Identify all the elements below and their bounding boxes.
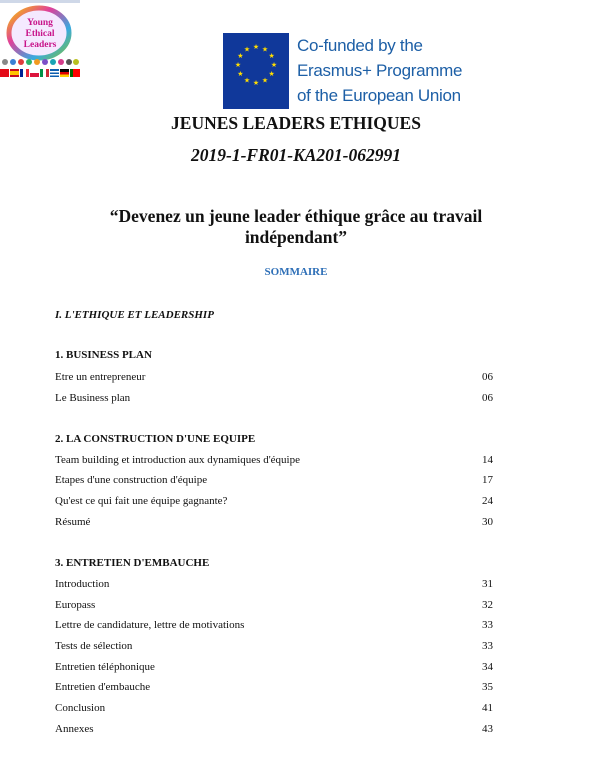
document-subtitle: “Devenez un jeune leader éthique grâce au travail indépendant” [109, 206, 483, 247]
toc-entry-page: 06 [482, 371, 493, 383]
toc-entry[interactable] [55, 723, 493, 737]
toc-entry[interactable] [55, 702, 493, 716]
toc-entry-page: 43 [482, 723, 493, 735]
toc-entry[interactable] [55, 392, 493, 406]
toc-entry-page: 41 [482, 702, 493, 714]
toc-entry-label: Conclusion [55, 702, 106, 714]
svg-text:★: ★ [261, 45, 269, 54]
toc-entry-label: Qu'est ce qui fait une équipe gagnante? [55, 495, 228, 507]
toc-entry-page: 14 [482, 454, 493, 466]
toc-entry[interactable] [55, 474, 493, 488]
toc-entry-page: 35 [482, 681, 493, 693]
toc-entry-label: Entretien d'embauche [55, 681, 151, 693]
toc-entry-label: Team building et introduction aux dynamiques d'équipe [55, 454, 300, 466]
toc-entry-label: Introduction [55, 578, 110, 590]
section-title: 3. ENTRETIEN D'EMBAUCHE [55, 557, 210, 569]
document-title: JEUNES LEADERS ETHIQUES [171, 113, 421, 133]
svg-text:★: ★ [268, 70, 275, 78]
svg-text:★: ★ [252, 43, 260, 51]
toc-entry-label: Le Business plan [55, 392, 131, 404]
toc-entry-label: Annexes [55, 723, 94, 735]
toc-entry-label: Tests de sélection [55, 640, 133, 652]
toc-entry-label: Etre un entrepreneur [55, 371, 146, 383]
toc-entry-label: Lettre de candidature, lettre de motivations [55, 619, 245, 631]
toc-entry-label: Résumé [55, 516, 91, 528]
toc-entry-page: 24 [482, 495, 493, 507]
erasmus-cofunded-logo [223, 33, 463, 109]
toc-entry-page: 31 [482, 578, 493, 590]
svg-text:★: ★ [237, 70, 244, 78]
toc-entry-label: Entretien téléphonique [55, 661, 155, 673]
svg-text:Ethical: Ethical [25, 29, 55, 39]
toc-entry[interactable] [55, 495, 493, 509]
svg-text:★: ★ [252, 79, 260, 87]
svg-text:Young: Young [27, 18, 53, 28]
section-title: 1. BUSINESS PLAN [55, 349, 152, 361]
eu-flag-icon [223, 33, 289, 109]
toc-entry-page: 33 [482, 619, 493, 631]
toc-entry-label: Europass [55, 599, 96, 611]
eu-logo-text: Co-funded by the Erasmus+ Programme of the European Union [297, 36, 463, 105]
toc-entry[interactable] [55, 681, 493, 695]
project-code: 2019-1-FR01-KA201-062991 [191, 145, 401, 165]
toc-entry[interactable] [55, 516, 493, 530]
toc-entry[interactable] [55, 371, 493, 385]
young-ethical-leaders-logo [0, 0, 80, 82]
svg-text:★: ★ [237, 52, 244, 60]
svg-text:★: ★ [270, 61, 278, 69]
svg-text:★: ★ [268, 52, 275, 60]
toc-entry[interactable] [55, 640, 493, 654]
toc-entry[interactable] [55, 599, 493, 613]
toc-entry-page: 17 [482, 474, 493, 486]
toc-entry-page: 30 [482, 516, 493, 528]
toc-entry[interactable] [55, 661, 493, 675]
toc-entry[interactable] [55, 578, 493, 592]
section-title: 2. LA CONSTRUCTION D'UNE EQUIPE [55, 433, 256, 445]
part-title: I. L'ETHIQUE ET LEADERSHIP [55, 309, 214, 321]
svg-text:★: ★ [243, 45, 251, 54]
svg-text:★: ★ [261, 76, 269, 85]
svg-text:Leaders: Leaders [23, 40, 57, 50]
svg-text:★: ★ [234, 61, 242, 69]
toc-entry-page: 34 [482, 661, 493, 673]
table-of-contents-heading: SOMMAIRE [264, 266, 328, 278]
toc-entry-page: 33 [482, 640, 493, 652]
toc-entry-label: Etapes d'une construction d'équipe [55, 474, 208, 486]
toc-entry[interactable] [55, 454, 493, 468]
toc-entry-page: 06 [482, 392, 493, 404]
toc-entry-page: 32 [482, 599, 493, 611]
toc-entry[interactable] [55, 619, 493, 633]
svg-text:★: ★ [243, 76, 251, 85]
